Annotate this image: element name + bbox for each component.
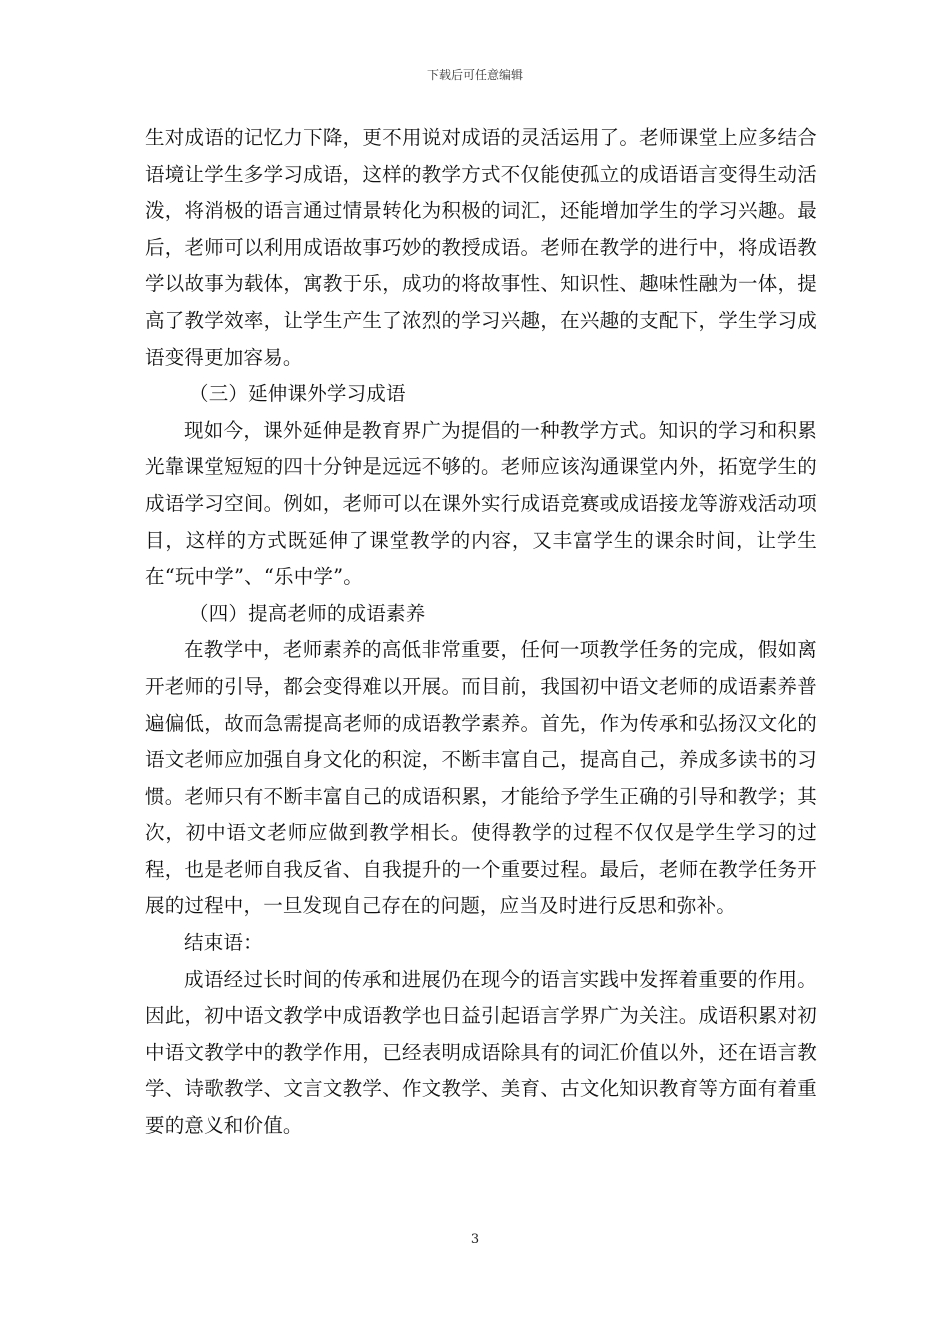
document-body: [145, 120, 817, 1145]
section-heading-4: （四）提高老师的成语素养: [189, 601, 426, 625]
paragraph-continuation: 生对成语的记忆力下降，更不用说对成语的灵活运用了。老师课堂上应多结合语境让学生多学习成语，这样的教学方式不仅能使孤立的成语语言变得生动活泼，将消极的语言通过情景转化为积极的词汇，还能增加学生的学习兴趣。最后，老师可以利用成语故事巧妙的教授成语。老师在教学的进行中，将成语教学以故事为载体，寓教于乐，成功的将故事性、知识性、趣味性融为一体，提高了教学效率，让学生产生了浓烈的学习兴趣，在兴趣的支配下，学生学习成语变得更加容易。: [145, 126, 817, 369]
paragraph-extension: 现如今，课外延伸是教育界广为提倡的一种教学方式。知识的学习和积累光靠课堂短短的四十分钟是远远不够的。老师应该沟通课堂内外，拓宽学生的成语学习空间。例如，老师可以在课外实行成语竞赛或成语接龙等游戏活动项目，这样的方式既延伸了课堂教学的内容，又丰富学生的课余时间，让学生在“玩中学”、“乐中学”。: [145, 418, 817, 589]
conclusion-heading: 结束语：: [184, 931, 263, 955]
page-header: 下载后可任意编辑: [426, 68, 523, 82]
section-heading-3: （三）延伸课外学习成语: [189, 382, 406, 406]
paragraph-teacher-literacy: 在教学中，老师素养的高低非常重要，任何一项教学任务的完成，假如离开老师的引导，都会变得难以开展。而目前，我国初中语文老师的成语素养普遍偏低，故而急需提高老师的成语教学素养。首先，作为传承和弘扬汉文化的语文老师应加强自身文化的积淀，不断丰富自己，提高自己，养成多读书的习惯。老师只有不断丰富自己的成语积累，才能给予学生正确的引导和教学；其次，初中语文老师应做到教学相长。使得教学的过程不仅仅是学生学习的过程，也是老师自我反省、自我提升的一个重要过程。最后，老师在教学任务开展的过程中，一旦发现自己存在的问题，应当及时进行反思和弥补。: [145, 638, 817, 918]
page-number: 3: [470, 1232, 480, 1247]
paragraph-conclusion: 成语经过长时间的传承和进展仍在现今的语言实践中发挥着重要的作用。因此，初中语文教学中成语教学也日益引起语言学界广为关注。成语积累对初中语文教学中的教学作用，已经表明成语除具有的词汇价值以外，还在语言教学、诗歌教学、文言文教学、作文教学、美育、古文化知识教育等方面有着重要的意义和价值。: [145, 967, 817, 1138]
